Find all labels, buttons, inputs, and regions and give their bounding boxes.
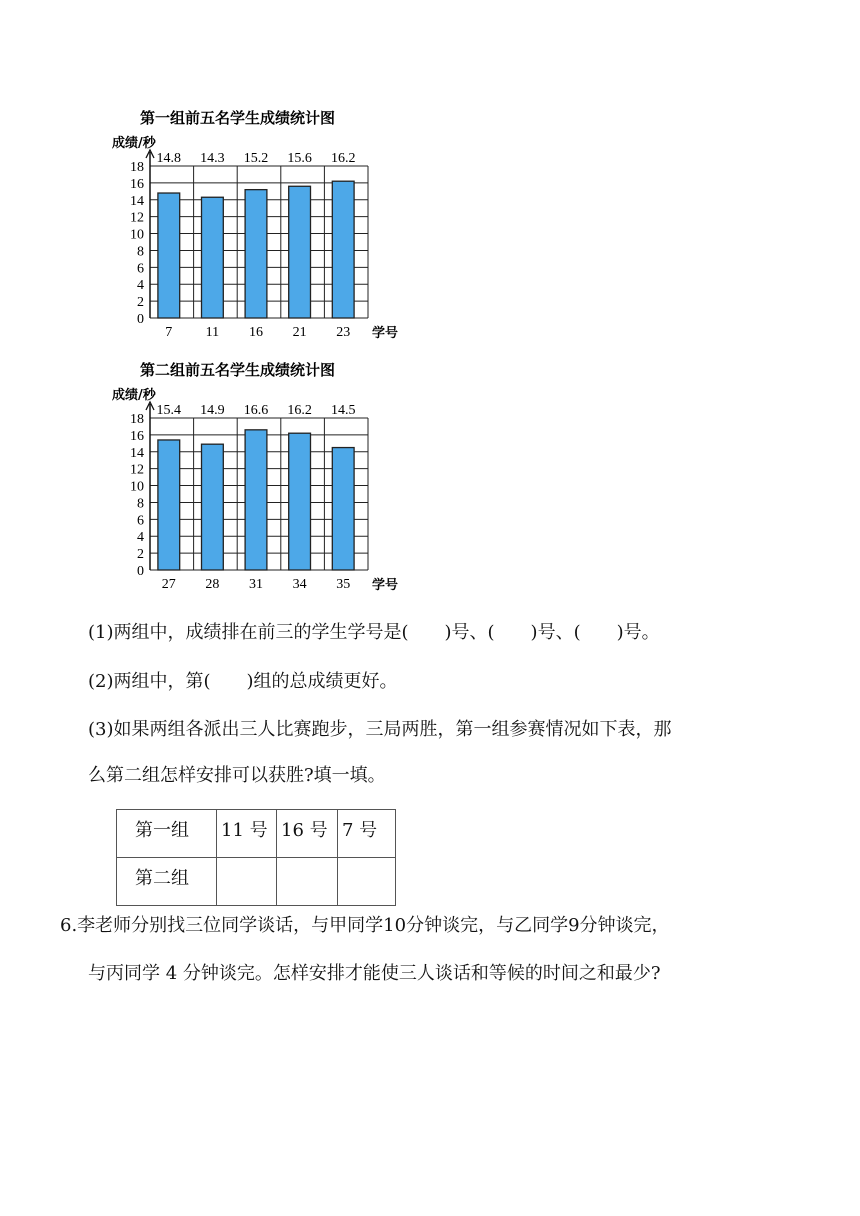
x-tick-label: 35: [336, 577, 351, 592]
data-label: 14.3: [200, 151, 225, 166]
x-tick-label: 7: [165, 325, 173, 340]
table-cell: 7 号: [338, 810, 396, 858]
x-tick-label: 11: [205, 325, 220, 340]
problem-6-line-1: 6.李老师分别找三位同学谈话，与甲同学10分钟谈完，与乙同学9分钟谈完，: [60, 915, 670, 936]
x-tick-label: 27: [161, 577, 176, 592]
x-tick-label: 34: [292, 577, 307, 592]
data-label: 15.4: [156, 403, 182, 418]
y-tick-label: 12: [130, 210, 144, 226]
y-tick-label: 2: [137, 547, 144, 563]
data-label: 14.5: [330, 403, 356, 418]
data-label: 16.2: [330, 151, 356, 166]
y-tick-label: 0: [137, 564, 144, 579]
bar: [332, 181, 354, 318]
y-tick-label: 14: [130, 445, 144, 461]
y-tick-label: 12: [130, 462, 144, 478]
bar: [245, 190, 267, 318]
data-label: 16.6: [243, 403, 269, 418]
table-cell: 第二组: [117, 858, 217, 906]
question-2: (2)两组中，第( )组的总成绩更好。: [88, 671, 398, 692]
x-tick-label: 21: [292, 325, 307, 340]
bar: [245, 430, 267, 570]
y-tick-label: 16: [130, 176, 144, 192]
y-tick-label: 4: [137, 530, 144, 546]
table-cell: 11 号: [217, 810, 277, 858]
y-tick-label: 10: [130, 479, 144, 495]
chart-group-1: [110, 100, 410, 345]
question-3-line-1: (3)如果两组各派出三人比赛跑步，三局两胜，第一组参赛情况如下表，那: [88, 719, 672, 740]
chart-group-1-svg: [110, 100, 410, 345]
y-axis-label: 成绩/秒: [112, 388, 156, 403]
chart-title: 第一组前五名学生成绩统计图: [140, 109, 336, 127]
bar: [158, 193, 180, 318]
y-tick-label: 18: [130, 160, 144, 175]
chart-group-2: [110, 352, 410, 597]
y-tick-label: 8: [137, 496, 144, 512]
x-tick-label: 16: [249, 325, 263, 340]
x-tick-label: 31: [249, 577, 263, 592]
data-label: 14.8: [156, 151, 182, 166]
table-row: [117, 810, 396, 858]
data-label: 15.6: [287, 151, 312, 166]
bar: [332, 448, 354, 570]
question-3-line-2: 么第二组怎样安排可以获胜?填一填。: [88, 765, 386, 786]
problem-6-line-2: 与丙同学 4 分钟谈完。怎样安排才能使三人谈话和等候的时间之和最少?: [88, 963, 661, 984]
table-cell: 16 号: [277, 810, 338, 858]
bar: [289, 186, 311, 318]
y-tick-label: 10: [130, 227, 144, 243]
y-tick-label: 4: [137, 278, 144, 294]
table-cell: 第一组: [117, 810, 217, 858]
x-tick-label: 23: [336, 325, 351, 340]
data-label: 16.2: [287, 403, 312, 418]
bar: [158, 440, 180, 570]
y-tick-label: 18: [130, 412, 144, 427]
table-input-cell[interactable]: [277, 858, 338, 906]
y-tick-label: 6: [137, 261, 144, 277]
y-tick-label: 8: [137, 244, 144, 260]
table-input-cell[interactable]: [217, 858, 277, 906]
chart-title: 第二组前五名学生成绩统计图: [140, 361, 336, 379]
data-label: 14.9: [200, 403, 225, 418]
x-axis-label: 学号: [372, 326, 399, 341]
x-tick-label: 28: [205, 577, 220, 592]
y-tick-label: 0: [137, 312, 144, 327]
bar: [202, 197, 224, 318]
y-tick-label: 6: [137, 513, 144, 529]
y-tick-label: 2: [137, 295, 144, 311]
question-1: (1)两组中，成绩排在前三的学生学号是( )号、( )号、( )号。: [88, 622, 660, 643]
table-row: [117, 858, 396, 906]
chart-group-2-svg: [110, 352, 410, 597]
data-label: 15.2: [243, 151, 269, 166]
bar: [202, 444, 224, 570]
y-tick-label: 16: [130, 428, 144, 444]
y-tick-label: 14: [130, 193, 144, 209]
y-axis-label: 成绩/秒: [112, 136, 156, 151]
bar: [289, 433, 311, 570]
x-axis-label: 学号: [372, 578, 399, 593]
match-table: [116, 809, 396, 906]
table-input-cell[interactable]: [338, 858, 396, 906]
